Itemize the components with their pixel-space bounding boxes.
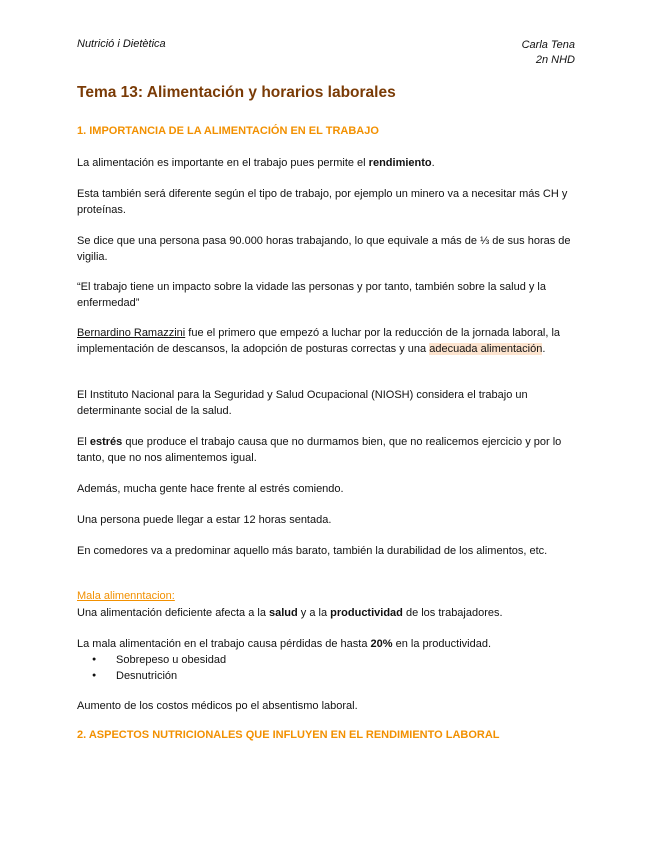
header-course: 2n NHD xyxy=(535,54,575,66)
header-author-name: Carla Tena xyxy=(521,39,575,51)
paragraph-2: Esta también será diferente según el tipo de trabajo, por ejemplo un minero va a necesitar más CH y proteínas. xyxy=(77,188,568,216)
paragraph-stress: El estrés que produce el trabajo causa que no durmamos bien, que no realicemos ejercicio y por lo tanto, que no nos alimentemos igual. xyxy=(77,436,562,464)
header-author xyxy=(522,38,575,68)
list-item: ● Sobrepeso u obesidad xyxy=(77,652,226,668)
section-heading-2: 2. ASPECTOS NUTRICIONALES QUE INFLUYEN EN EL RENDIMIENTO LABORAL xyxy=(77,729,500,741)
paragraph-3: Se dice que una persona pasa 90.000 horas trabajando, lo que equivale a más de ⅓ de sus horas de vigilia. xyxy=(77,235,571,263)
page-title: Tema 13: Alimentación y horarios laborales xyxy=(77,84,396,101)
paragraph-8: Además, mucha gente hace frente al estrés comiendo. xyxy=(77,483,344,495)
header-subject: Nutrició i Dietètica xyxy=(77,38,166,50)
subheading-mala-alimentacion: Mala alimenntacion: xyxy=(77,590,175,602)
section-heading-1: 1. IMPORTANCIA DE LA ALIMENTACIÓN EN EL TRABAJO xyxy=(77,125,379,137)
paragraph-9: Una persona puede llegar a estar 12 horas sentada. xyxy=(77,514,332,526)
list-item: ● Desnutrición xyxy=(77,668,226,684)
paragraph-quote: “El trabajo tiene un impacto sobre la vidade las personas y por tanto, también sobre la salud y la enfermedad” xyxy=(77,281,546,309)
paragraph-1: La alimentación es importante en el trabajo pues permite el rendimiento. xyxy=(77,157,435,169)
person-name-link[interactable]: Bernardino Ramazzini xyxy=(77,327,186,339)
bullet-list xyxy=(77,652,226,684)
paragraph-12: La mala alimentación en el trabajo causa pérdidas de hasta 20% en la productividad. xyxy=(77,638,492,650)
paragraph-13: Aumento de los costos médicos po el absentismo laboral. xyxy=(77,700,358,712)
paragraph-10: En comedores va a predominar aquello más barato, también la durabilidad de los alimentos, etc. xyxy=(77,545,548,557)
paragraph-ramazzini: Bernardino Ramazzini fue el primero que empezó a luchar por la reducción de la jornada laboral, la implementación de descansos, la adopción de posturas correctas y una adecuada alimentación. xyxy=(77,327,561,355)
highlighted-text: adecuada alimentación xyxy=(429,343,543,355)
paragraph-niosh: El Instituto Nacional para la Seguridad y Salud Ocupacional (NIOSH) considera el trabajo un determinante social de la salud. xyxy=(77,389,528,417)
paragraph-11: Una alimentación deficiente afecta a la salud y a la productividad de los trabajadores. xyxy=(77,607,503,619)
